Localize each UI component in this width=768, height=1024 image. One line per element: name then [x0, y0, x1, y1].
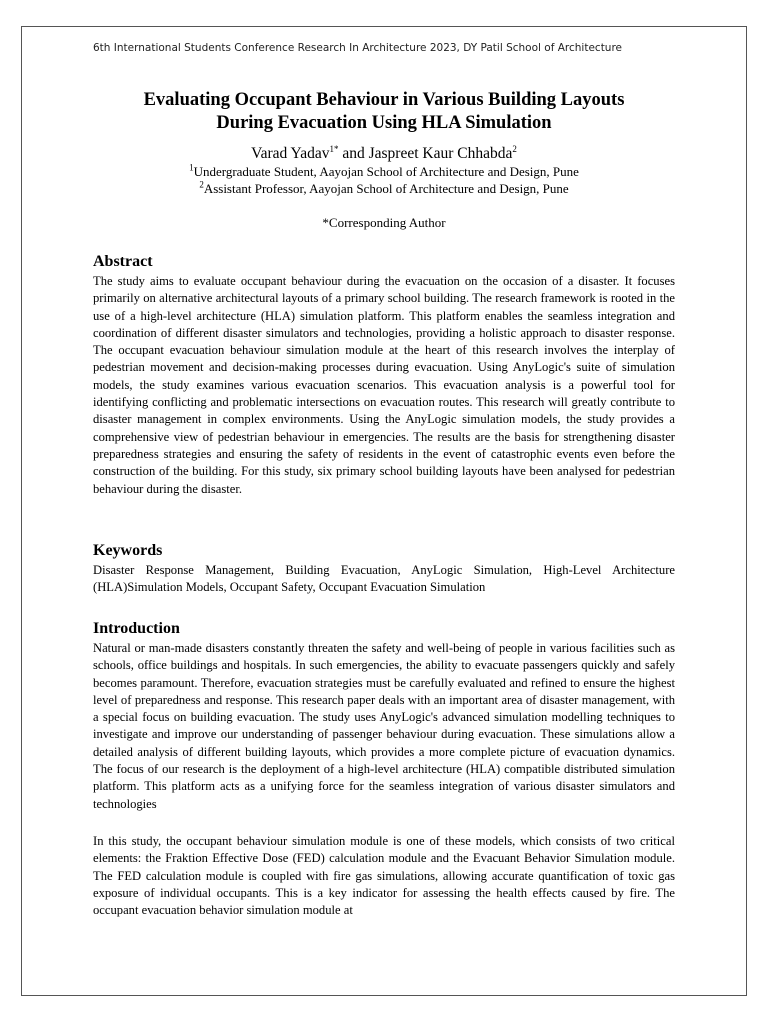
introduction-heading: Introduction — [93, 620, 180, 637]
introduction-paragraph-1: Natural or man-made disasters constantly threaten the safety and well-being of people in various facilities such as schools, office buildings and hospitals. In such emergencies, the ability to evacuate passengers quickly and safely becomes paramount. Therefore, evacuation strategies must be carefully evaluated and refined to ensure the highest level of preparedness and response. This research paper deals with an important area of disaster management, with a special focus on building evacuation. The study uses AnyLogic's advanced simulation modelling techniques to investigate and improve our understanding of passenger behaviour during evacuation. These simulations allow a detailed analysis of different building layouts, which provides a more complete picture of evacuation dynamics. The focus of our research is the deployment of a high-level architecture (HLA) compatible distributed simulation platform. This platform acts as a unifying force for the seamless integration of various disaster simulators and technologies — [93, 641, 675, 811]
affiliation-2-mark: 2 — [199, 179, 204, 190]
title-line-2: During Evacuation Using HLA Simulation — [216, 113, 552, 133]
affiliation-1 — [60, 164, 708, 180]
affiliation-2 — [60, 181, 708, 197]
introduction-paragraph-2: In this study, the occupant behaviour simulation module is one of these models, which consists of two critical elements: the Fraktion Effective Dose (FED) calculation module and the Evacuant Behavior Simulation module. The FED calculation module is coupled with fire gas simulations, allowing accurate quantification of toxic gas exposure of individual occupants. This is a key indicator for assessing the health effects caused by fire. The occupant evacuation behavior simulation module at — [93, 834, 675, 918]
affiliation-2-text: Assistant Professor, Aayojan School of Architecture and Design, Pune — [203, 181, 569, 196]
author-1-marks: 1* — [329, 143, 339, 154]
author-2-name: Jaspreet Kaur Chhabda — [368, 145, 513, 162]
abstract-heading: Abstract — [93, 253, 153, 270]
affiliation-1-mark: 1 — [189, 162, 194, 173]
author-conjunction: and — [338, 145, 369, 162]
paper-title — [60, 89, 708, 135]
affiliation-1-text: Undergraduate Student, Aayojan School of Architecture and Design, Pune — [193, 164, 579, 179]
keywords-heading: Keywords — [93, 542, 163, 559]
title-line-1: Evaluating Occupant Behaviour in Various Building Layouts — [143, 90, 625, 110]
author-line — [60, 145, 708, 163]
keywords-text: Disaster Response Management, Building Evacuation, AnyLogic Simulation, High-Level Architecture (HLA)Simulation Models, Occupant Safety, Occupant Evacuation Simulation — [93, 563, 675, 595]
abstract-text: The study aims to evaluate occupant behaviour during the evacuation on the occasion of a disaster. It focuses primarily on alternative architectural layouts of a primary school building. The research framework is rooted in the use of a high-level architecture (HLA) simulation platform. This platform enables the seamless integration and coordination of different disaster simulators and technologies, providing a holistic approach to disaster response. The occupant evacuation behaviour simulation module at the heart of this research involves the interplay of pedestrian movement and decision-making processes during evacuation. Using AnyLogic's suite of simulation models, the study examines various evacuation scenarios. This evacuation analysis is a powerful tool for identifying conflicting and problematic intersections on evacuation routes. This research will greatly contribute to disaster management in complex environments. Using the AnyLogic simulation models, the study provides a comprehensive view of pedestrian behaviour in emergencies. The results are the basis for strengthening disaster preparedness strategies and ensuring the safety of residents in the event of catastrophic events even before the construction of the building. For this study, six primary school building layouts have been analysed for pedestrian behaviour during the disaster. — [93, 274, 675, 496]
author-1-name: Varad Yadav — [251, 145, 330, 162]
author-2-marks: 2 — [512, 143, 517, 154]
corresponding-author-note: *Corresponding Author — [322, 215, 446, 230]
running-header: 6th International Students Conference Research In Architecture 2023, DY Patil School of Architecture — [93, 42, 623, 54]
